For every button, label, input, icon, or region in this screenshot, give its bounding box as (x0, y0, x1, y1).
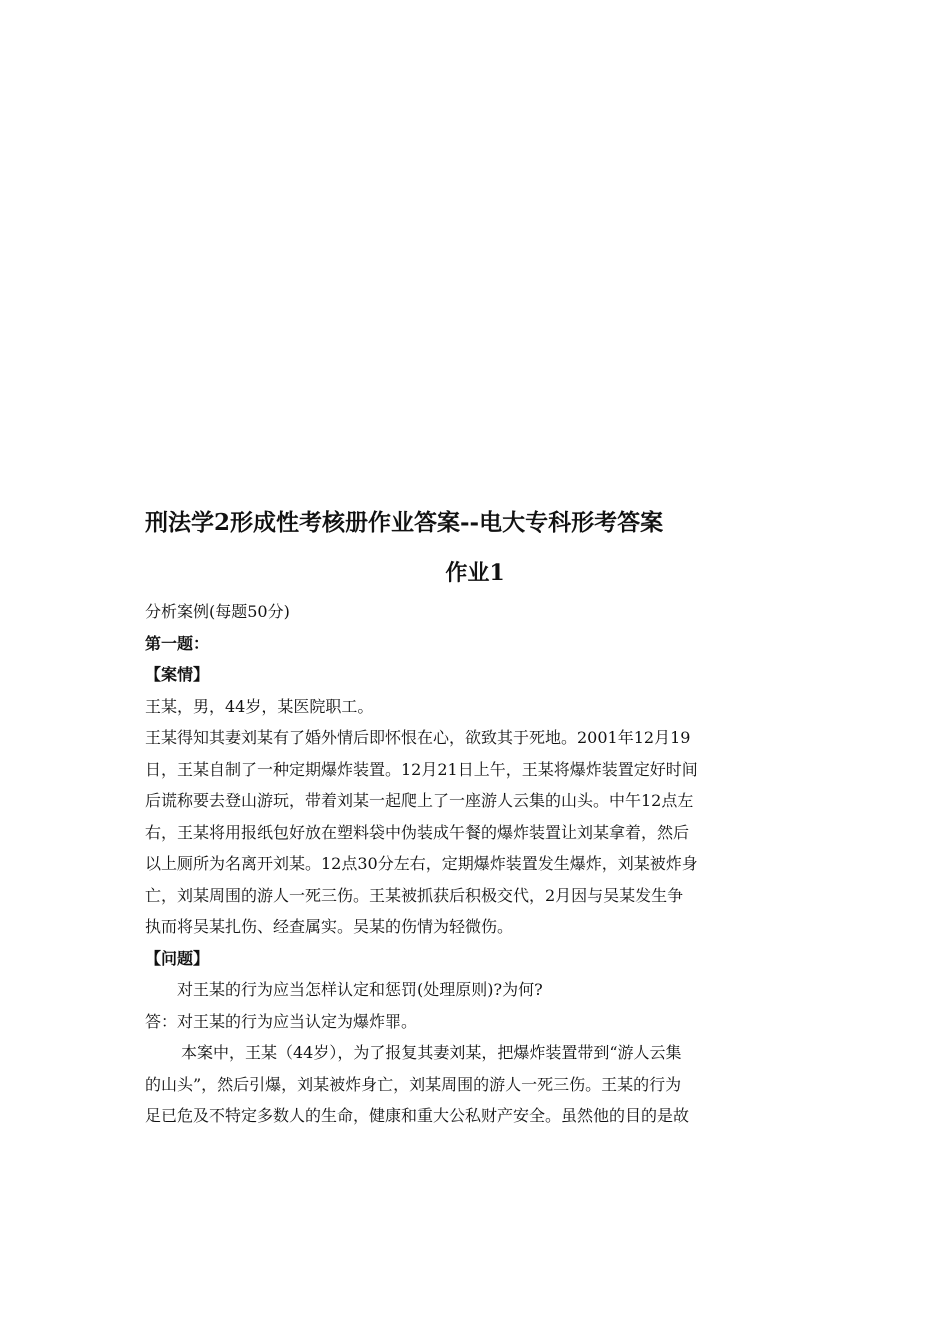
issue-text: 对王某的行为应当怎样认定和惩罚(处理原则)?为何? (177, 980, 543, 999)
case-line: 日，王某自制了一种定期爆炸装置。12月21日上午，王某将爆炸装置定好时间 (145, 759, 698, 779)
assignment-title: 作业1 (445, 560, 505, 586)
case-line: 后谎称要去登山游玩，带着刘某一起爬上了一座游人云集的山头。中午12点左 (145, 791, 694, 810)
section-intro: 分析案例(每题50分) (145, 602, 290, 621)
case-line: 王某得知其妻刘某有了婚外情后即怀恨在心，欲致其于死地。2001年12月19 (145, 728, 691, 747)
analysis-line: 的山头”，然后引爆，刘某被炸身亡，刘某周围的游人一死三伤。王某的行为 (145, 1074, 682, 1094)
case-line: 执而将吴某扎伤、经查属实。吴某的伤情为轻微伤。 (145, 917, 514, 936)
answer-text: 答：对王某的行为应当认定为爆炸罪。 (145, 1011, 418, 1031)
case-line: 以上厕所为名离开刘某。12点30分左右，定期爆炸装置发生爆炸，刘某被炸身 (145, 854, 698, 873)
document-body (145, 596, 810, 1132)
case-line: 右，王某将用报纸包好放在塑料袋中伪装成午餐的爆炸装置让刘某拿着，然后 (145, 822, 690, 842)
analysis-line: 本案中，王某（44岁），为了报复其妻刘某，把爆炸装置带到“游人云集 (181, 1043, 682, 1062)
analysis-line: 足已危及不特定多数人的生命，健康和重大公私财产安全。虽然他的目的是故 (145, 1106, 690, 1125)
question-label: 第一题： (145, 633, 210, 653)
case-line: 王某，男，44岁，某医院职工。 (145, 696, 374, 716)
issue-header: 【问题】 (145, 948, 210, 968)
case-line: 亡，刘某周围的游人一死三伤。王某被抓获后积极交代，2月因与吴某发生争 (145, 885, 684, 905)
document-title: 刑法学2形成性考核册作业答案--电大专科形考答案 (145, 509, 664, 536)
case-header: 【案情】 (145, 665, 210, 684)
